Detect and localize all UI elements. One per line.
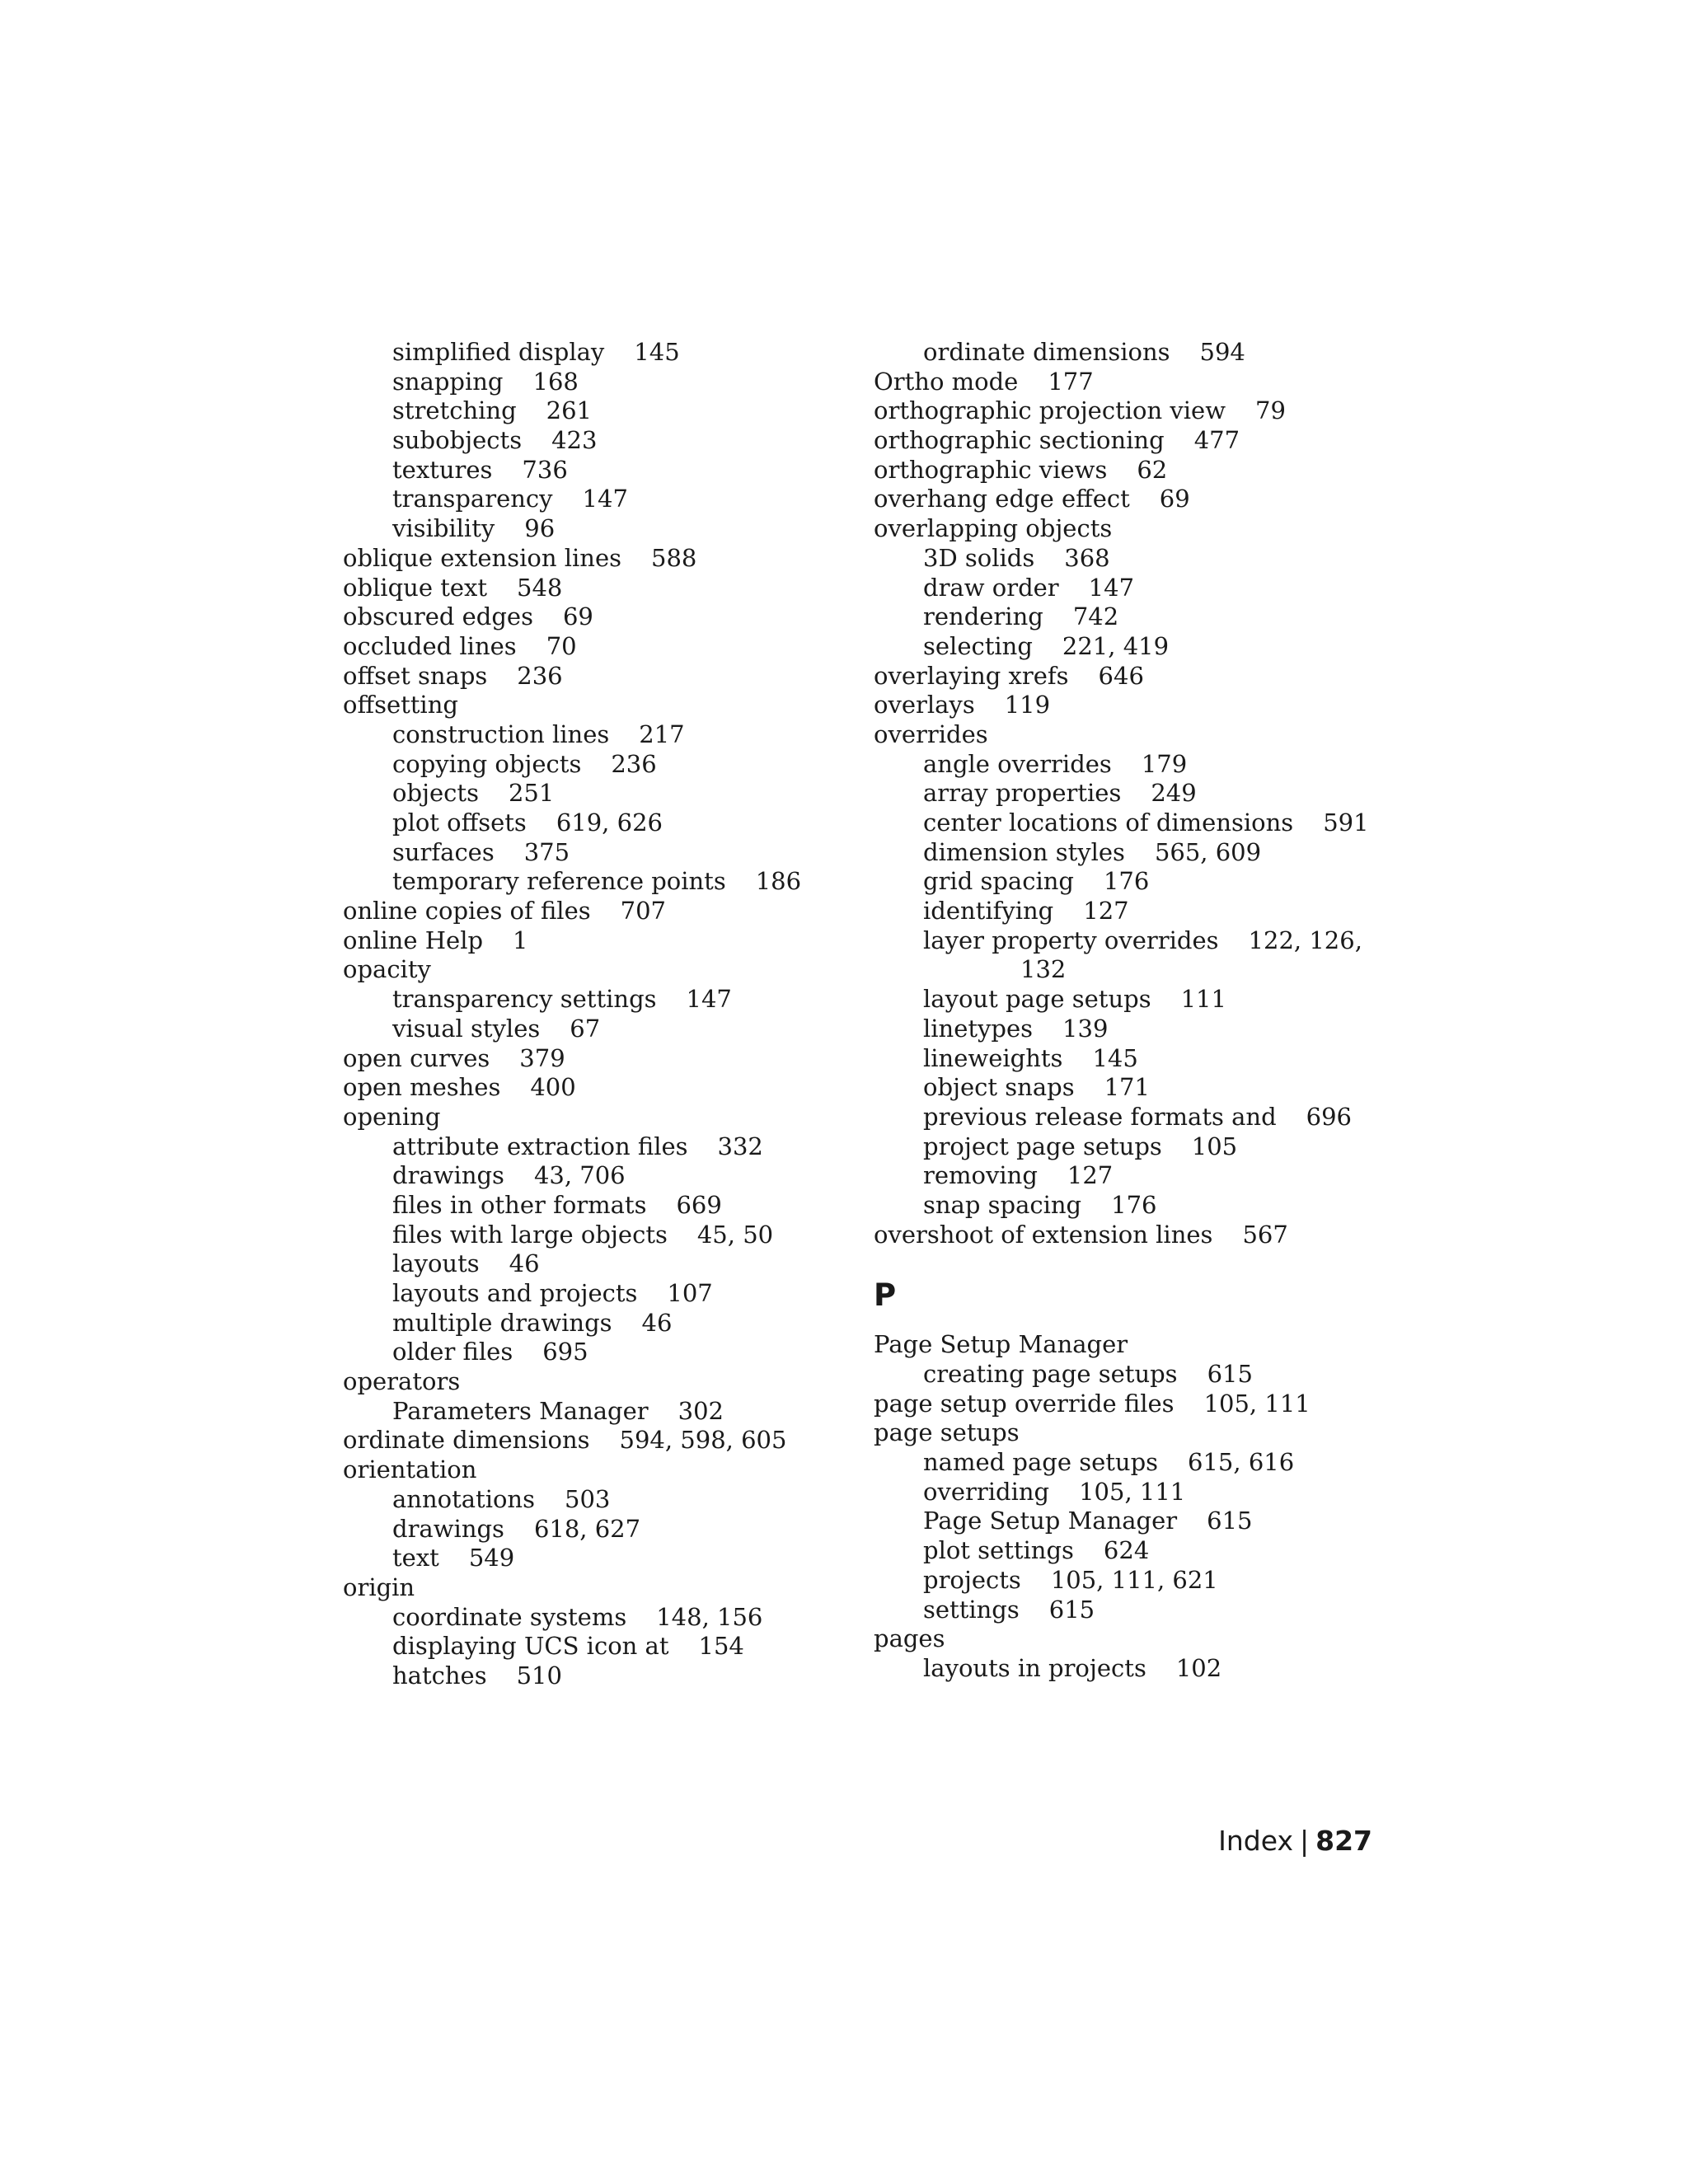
index-main-entry (343, 1426, 837, 1455)
index-page-refs: 127 (1083, 897, 1129, 926)
index-term: selecting (923, 631, 1033, 660)
index-page-refs: 147 (582, 485, 628, 513)
index-page-refs: 119 (1004, 691, 1051, 719)
index-page-refs: 1 (513, 926, 528, 954)
index-page-refs: 423 (551, 426, 598, 455)
index-term: pages (874, 1624, 945, 1653)
index-term: dimension styles (923, 837, 1125, 866)
index-term: multiple drawings (392, 1308, 612, 1337)
index-subentry (874, 867, 1368, 897)
index-term: offset snaps (343, 661, 488, 690)
index-page-refs: 45, 50 (696, 1220, 774, 1249)
index-term: overlays (874, 691, 975, 719)
index-subentry (874, 1015, 1368, 1044)
index-main-entry (874, 662, 1368, 691)
index-subentry (874, 574, 1368, 603)
index-main-entry (343, 926, 837, 956)
index-subentry (343, 1221, 837, 1250)
index-page-refs: 105, 111 (1203, 1389, 1311, 1418)
index-term: Ortho mode (874, 367, 1019, 396)
index-subentry (874, 602, 1368, 632)
index-subentry (874, 1044, 1368, 1074)
index-term: lineweights (923, 1043, 1063, 1072)
index-page-refs: 618, 627 (533, 1514, 641, 1543)
index-term: obscured edges (343, 602, 533, 631)
index-page-refs: 400 (530, 1073, 576, 1102)
footer-separator: | (1299, 1825, 1310, 1857)
index-term: orientation (343, 1455, 477, 1484)
index-subentry (343, 1632, 837, 1661)
index-main-entry (343, 1044, 837, 1074)
page-footer (1218, 1825, 1372, 1858)
index-subentry (343, 396, 837, 426)
index-subentry (343, 338, 837, 368)
index-term: overshoot of extension lines (874, 1220, 1213, 1249)
index-term: overlapping objects (874, 514, 1113, 543)
index-subentry (343, 1661, 837, 1691)
index-page-refs: 122, 126, (1248, 926, 1362, 954)
index-subentry (343, 1544, 837, 1573)
index-subentry (874, 1536, 1368, 1566)
index-term: textures (392, 455, 493, 484)
index-term: angle overrides (923, 749, 1112, 778)
index-page-refs: 588 (651, 543, 697, 572)
index-term: orthographic projection view (874, 396, 1226, 425)
index-page-refs: 46 (641, 1308, 673, 1337)
index-term: objects (392, 779, 479, 808)
section-letter-heading: P (874, 1277, 897, 1314)
index-term: displaying UCS icon at (392, 1632, 669, 1661)
index-term: Parameters Manager (392, 1396, 649, 1425)
index-term: transparency (392, 485, 553, 513)
index-term: hatches (392, 1661, 487, 1690)
index-subentry (874, 1103, 1368, 1132)
index-term: snap spacing (923, 1190, 1082, 1219)
index-page-refs: 375 (523, 837, 570, 866)
index-page-refs: 154 (698, 1632, 744, 1661)
index-subentry (874, 544, 1368, 574)
index-term: overlaying xrefs (874, 661, 1069, 690)
index-page-refs: 127 (1067, 1161, 1114, 1190)
index-main-entry (874, 1330, 1368, 1360)
index-term: overrides (874, 719, 988, 748)
index-subentry (343, 985, 837, 1015)
index-term: opening (343, 1102, 441, 1131)
index-term: older files (392, 1338, 513, 1366)
index-term: occluded lines (343, 631, 517, 660)
index-page-refs: 70 (546, 631, 577, 660)
index-subentry (343, 867, 837, 897)
index-term: center locations of dimensions (923, 808, 1294, 837)
index-term: online Help (343, 926, 484, 954)
index-term: files in other formats (392, 1190, 647, 1219)
index-page-refs: 742 (1072, 602, 1119, 631)
index-page-refs: 111 (1180, 985, 1226, 1014)
index-page-refs: 62 (1137, 455, 1168, 484)
index-term: Page Setup Manager (923, 1507, 1178, 1535)
index-main-entry (343, 1103, 837, 1132)
index-subentry (874, 779, 1368, 808)
index-page-refs: 615 (1207, 1360, 1253, 1388)
index-page-refs: 615 (1048, 1595, 1095, 1624)
index-term: open curves (343, 1043, 490, 1072)
index-subentry (874, 838, 1368, 868)
index-term: drawings (392, 1161, 504, 1190)
index-page-refs: 302 (678, 1396, 724, 1425)
index-subentry (343, 1161, 837, 1191)
index-page-refs: 105, 111 (1079, 1477, 1186, 1506)
index-subentry (343, 1338, 837, 1367)
index-page-refs: 695 (542, 1338, 588, 1366)
index-page-refs: 615, 616 (1188, 1448, 1295, 1477)
index-page-refs: 707 (620, 897, 666, 926)
index-term: layout page setups (923, 985, 1151, 1014)
index-term: operators (343, 1367, 461, 1396)
index-page-refs: 236 (611, 749, 657, 778)
index-term: page setup override files (874, 1389, 1175, 1418)
index-subentry (343, 1397, 837, 1427)
index-page-refs: 503 (565, 1484, 611, 1513)
index-term: named page setups (923, 1448, 1159, 1477)
index-page-refs: 147 (1088, 573, 1135, 602)
index-term: settings (923, 1595, 1020, 1624)
index-column-left (343, 338, 837, 1691)
index-term: subobjects (392, 426, 523, 455)
index-section-p (874, 1330, 1368, 1683)
index-page-refs: 107 (667, 1279, 713, 1307)
index-page-refs: 67 (570, 1014, 601, 1043)
index-subentry (343, 1249, 837, 1279)
index-subentry (874, 1566, 1368, 1596)
index-subentry (874, 1161, 1368, 1191)
index-subentry (874, 632, 1368, 662)
index-page-refs: 179 (1141, 749, 1188, 778)
index-term: oblique extension lines (343, 543, 621, 572)
index-subentry (874, 897, 1368, 926)
index-term: page setups (874, 1418, 1020, 1447)
index-term: overriding (923, 1477, 1050, 1506)
index-term: plot offsets (392, 808, 527, 837)
index-term: layouts in projects (923, 1653, 1146, 1682)
index-page-refs: 261 (546, 396, 593, 425)
index-page-refs: 477 (1193, 426, 1240, 455)
index-section-o-continued (874, 338, 1368, 1249)
index-page-refs: 132 (1020, 955, 1067, 984)
index-page-refs: 176 (1103, 867, 1150, 896)
index-main-entry (343, 544, 837, 574)
index-subentry (343, 485, 837, 514)
index-page-refs: 69 (562, 602, 593, 631)
index-page-refs: 139 (1062, 1014, 1109, 1043)
index-page-refs: 186 (755, 867, 802, 896)
index-term: open meshes (343, 1073, 501, 1102)
index-page-refs: 594, 598, 605 (619, 1426, 787, 1455)
index-page-refs: 79 (1255, 396, 1286, 425)
index-term: layer property overrides (923, 926, 1219, 954)
index-term: layouts (392, 1249, 480, 1278)
index-subentry (874, 1191, 1368, 1221)
index-page-refs: 615 (1207, 1507, 1253, 1535)
index-subentry (874, 1507, 1368, 1536)
index-main-entry (874, 368, 1368, 397)
index-term: origin (343, 1572, 415, 1601)
index-main-entry (874, 1221, 1368, 1250)
index-main-entry (343, 1367, 837, 1397)
index-term: files with large objects (392, 1220, 668, 1249)
index-main-entry (343, 1455, 837, 1485)
index-page-refs: 221, 419 (1062, 631, 1170, 660)
index-main-entry (343, 1073, 837, 1103)
index-subentry (343, 750, 837, 780)
footer-label: Index (1218, 1825, 1293, 1857)
index-page-refs: 379 (519, 1043, 565, 1072)
index-page-refs: 69 (1159, 485, 1190, 513)
index-term: overhang edge effect (874, 485, 1130, 513)
index-main-entry (874, 426, 1368, 456)
index-term: orthographic views (874, 455, 1108, 484)
index-subentry (343, 779, 837, 808)
index-page-refs: 168 (532, 367, 579, 396)
index-page-refs: 591 (1323, 808, 1369, 837)
index-page-refs: 251 (508, 779, 555, 808)
index-main-entry (874, 1390, 1368, 1419)
index-main-entry (874, 396, 1368, 426)
index-subentry (343, 1279, 837, 1309)
index-page-refs: 46 (509, 1249, 540, 1278)
index-term: project page setups (923, 1132, 1162, 1160)
index-subentry (343, 1191, 837, 1221)
index-term: stretching (392, 396, 517, 425)
index-page-refs: 510 (516, 1661, 562, 1690)
index-subentry (343, 1485, 837, 1515)
index-main-entry (874, 514, 1368, 544)
index-term: draw order (923, 573, 1059, 602)
index-term: online copies of files (343, 897, 591, 926)
index-term: projects (923, 1565, 1021, 1594)
index-term: ordinate dimensions (923, 338, 1170, 366)
index-term: offsetting (343, 691, 458, 719)
index-page-refs: 177 (1048, 367, 1094, 396)
index-main-entry (874, 1418, 1368, 1448)
index-subentry (343, 720, 837, 750)
index-subentry (343, 1015, 837, 1044)
index-term: drawings (392, 1514, 504, 1543)
index-term: coordinate systems (392, 1602, 627, 1631)
index-entry-continuation (874, 955, 1368, 985)
index-main-entry (874, 691, 1368, 720)
index-subentry (343, 1603, 837, 1633)
index-term: identifying (923, 897, 1054, 926)
index-subentry (874, 1654, 1368, 1684)
index-column-right (874, 338, 1368, 1684)
index-page-refs: 567 (1242, 1220, 1288, 1249)
index-page-refs: 96 (524, 514, 556, 543)
index-page-refs: 249 (1151, 779, 1197, 808)
index-term: creating page setups (923, 1360, 1178, 1388)
index-subentry (343, 1132, 837, 1162)
index-term: visual styles (392, 1014, 541, 1043)
index-term: text (392, 1544, 439, 1572)
index-page-refs: 145 (1092, 1043, 1138, 1072)
index-page-refs: 236 (517, 661, 563, 690)
index-page-refs: 105 (1191, 1132, 1238, 1160)
index-subentry (343, 514, 837, 544)
index-page-refs: 624 (1103, 1536, 1150, 1565)
page-number: 827 (1315, 1825, 1372, 1857)
index-term: opacity (343, 955, 431, 984)
index-page-refs: 619, 626 (556, 808, 663, 837)
index-term: layouts and projects (392, 1279, 638, 1307)
index-term: 3D solids (923, 543, 1035, 572)
index-main-entry (874, 456, 1368, 485)
index-subentry (874, 926, 1368, 956)
index-term: visibility (392, 514, 495, 543)
index-main-entry (343, 691, 837, 720)
index-page-refs: 646 (1098, 661, 1144, 690)
index-page-refs: 548 (517, 573, 563, 602)
index-term: plot settings (923, 1536, 1074, 1565)
index-term: grid spacing (923, 867, 1074, 896)
index-term: temporary reference points (392, 867, 726, 896)
index-term: orthographic sectioning (874, 426, 1165, 455)
index-subentry (874, 1132, 1368, 1162)
index-main-entry (343, 632, 837, 662)
index-main-entry (874, 485, 1368, 514)
index-page-refs: 368 (1064, 543, 1110, 572)
index-subentry (874, 985, 1368, 1015)
index-subentry (874, 808, 1368, 838)
index-term: rendering (923, 602, 1043, 631)
index-main-entry (343, 602, 837, 632)
index-term: array properties (923, 779, 1122, 808)
index-term: ordinate dimensions (343, 1426, 590, 1455)
index-term: surfaces (392, 837, 495, 866)
index-main-entry (343, 574, 837, 603)
index-subentry (343, 838, 837, 868)
index-term: construction lines (392, 719, 610, 748)
index-subentry (874, 338, 1368, 368)
index-term: attribute extraction files (392, 1132, 688, 1160)
index-main-entry (343, 662, 837, 691)
index-term: linetypes (923, 1014, 1034, 1043)
index-page-refs: 148, 156 (656, 1602, 763, 1631)
index-main-entry (343, 1573, 837, 1603)
index-subentry (343, 808, 837, 838)
index-term: removing (923, 1161, 1038, 1190)
index-term: Page Setup Manager (874, 1330, 1128, 1359)
index-subentry (874, 750, 1368, 780)
index-page-refs: 147 (686, 985, 732, 1014)
index-subentry (874, 1596, 1368, 1625)
index-term: copying objects (392, 749, 582, 778)
index-page-refs: 102 (1175, 1653, 1222, 1682)
index-page-refs: 171 (1104, 1073, 1150, 1102)
index-page-refs: 549 (468, 1544, 515, 1572)
index-term: annotations (392, 1484, 535, 1513)
index-main-entry (874, 1624, 1368, 1654)
index-page-refs: 43, 706 (533, 1161, 626, 1190)
index-page-refs: 696 (1306, 1102, 1352, 1131)
index-page-refs: 332 (717, 1132, 763, 1160)
index-term: transparency settings (392, 985, 657, 1014)
index-page-refs: 736 (522, 455, 568, 484)
index-term: previous release formats and (923, 1102, 1277, 1131)
index-subentry (343, 1309, 837, 1338)
index-subentry (874, 1448, 1368, 1478)
index-subentry (874, 1360, 1368, 1390)
index-page-refs: 669 (676, 1190, 722, 1219)
index-subentry (343, 456, 837, 485)
index-term: simplified display (392, 338, 605, 366)
index-term: snapping (392, 367, 504, 396)
index-subentry (343, 1515, 837, 1544)
index-page-refs: 594 (1199, 338, 1245, 366)
index-page-refs: 105, 111, 621 (1050, 1565, 1218, 1594)
index-main-entry (874, 720, 1368, 750)
index-term: oblique text (343, 573, 488, 602)
index-subentry (343, 368, 837, 397)
index-subentry (874, 1478, 1368, 1507)
index-main-entry (343, 955, 837, 985)
index-page-refs: 217 (639, 719, 685, 748)
index-page-refs: 565, 609 (1154, 837, 1262, 866)
index-subentry (343, 426, 837, 456)
index-main-entry (343, 897, 837, 926)
index-term: object snaps (923, 1073, 1075, 1102)
index-page-refs: 145 (634, 338, 680, 366)
index-page-refs: 176 (1111, 1190, 1157, 1219)
index-subentry (874, 1073, 1368, 1103)
